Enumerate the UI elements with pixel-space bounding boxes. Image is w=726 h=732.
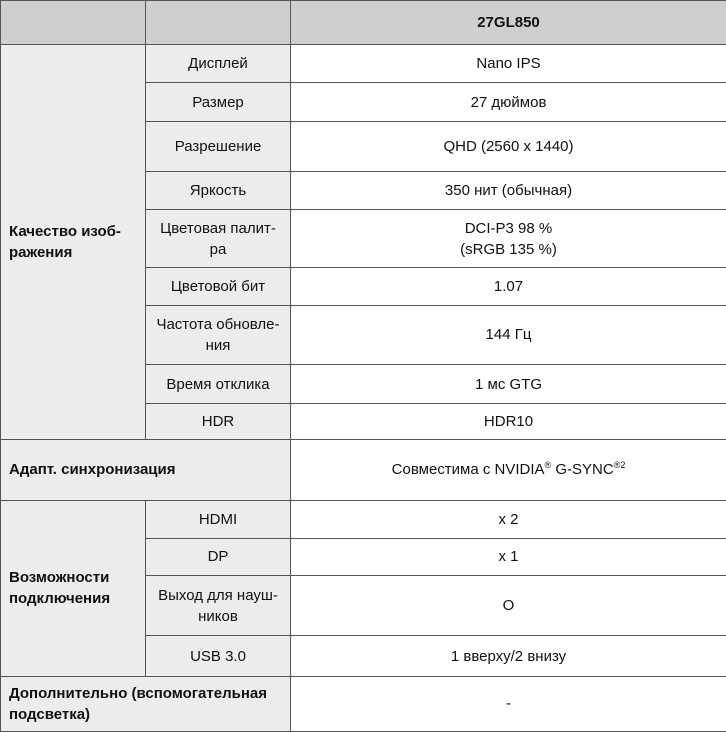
feature-cell: HDMI bbox=[146, 500, 291, 538]
value-cell: Nano IPS bbox=[291, 45, 726, 83]
feature-cell: USB 3.0 bbox=[146, 636, 291, 676]
table-row bbox=[1, 500, 726, 538]
table-row bbox=[1, 440, 726, 500]
feature-cell: DP bbox=[146, 538, 291, 575]
feature-cell: HDR bbox=[146, 404, 291, 440]
table-row bbox=[1, 45, 726, 83]
category-picture-quality bbox=[1, 45, 146, 440]
value-cell: 27 дюймов bbox=[291, 83, 726, 121]
value-cell: 1.07 bbox=[291, 268, 726, 305]
table-row bbox=[1, 676, 726, 731]
value-cell: - bbox=[291, 676, 726, 731]
category-label: Возможности подключения bbox=[9, 569, 111, 608]
header-row bbox=[1, 1, 726, 45]
value-cell: HDR10 bbox=[291, 404, 726, 440]
value-cell: DCI-P3 98 % (sRGB 135 %) bbox=[291, 210, 726, 268]
value-cell: 144 Гц bbox=[291, 305, 726, 364]
category-extra: Дополнительно (вспомогательная подсветка) bbox=[1, 676, 291, 731]
value-cell: 1 вверху/2 внизу bbox=[291, 636, 726, 676]
feature-cell: Цветовая палит- ра bbox=[146, 210, 291, 268]
category-connectivity bbox=[1, 500, 146, 676]
feature-cell: Разрешение bbox=[146, 121, 291, 171]
feature-cell: Яркость bbox=[146, 171, 291, 209]
value-cell: x 2 bbox=[291, 500, 726, 538]
footnote-mark: ®2 bbox=[613, 460, 626, 471]
category-label: Качество изоб- ражения bbox=[9, 223, 121, 262]
value-cell: O bbox=[291, 576, 726, 636]
adaptive-sync-gsync: G-SYNC bbox=[551, 461, 614, 479]
feature-cell: Частота обновле- ния bbox=[146, 305, 291, 364]
model-header: 27GL850 bbox=[291, 1, 726, 45]
feature-cell: Выход для науш- ников bbox=[146, 576, 291, 636]
feature-cell: Время отклика bbox=[146, 364, 291, 403]
value-cell: 350 нит (обычная) bbox=[291, 171, 726, 209]
registered-mark: ® bbox=[544, 460, 552, 471]
value-cell: x 1 bbox=[291, 538, 726, 575]
header-empty-cell-1 bbox=[1, 1, 146, 45]
feature-cell: Размер bbox=[146, 83, 291, 121]
value-cell: 1 мс GTG bbox=[291, 364, 726, 403]
category-adaptive-sync: Адапт. синхронизация bbox=[1, 440, 291, 500]
adaptive-sync-prefix: Совместима с NVIDIA bbox=[391, 461, 545, 479]
value-cell-adaptive-sync bbox=[291, 440, 726, 500]
value-cell: QHD (2560 x 1440) bbox=[291, 121, 726, 171]
feature-cell: Цветовой бит bbox=[146, 268, 291, 305]
header-empty-cell-2 bbox=[146, 1, 291, 45]
feature-cell: Дисплей bbox=[146, 45, 291, 83]
